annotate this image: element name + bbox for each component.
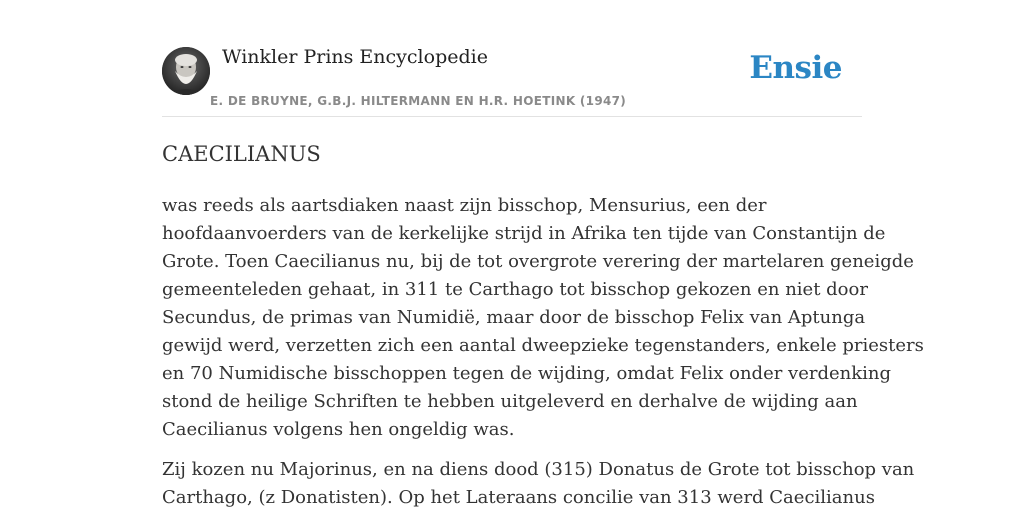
text-line: Secundus, de primas van Numidië, maar door de bisschop Felix van Aptunga [162, 307, 866, 328]
text-line: Zij kozen nu Majorinus, en na diens dood (315) Donatus de Grote tot bisschop van [162, 459, 915, 480]
text-line: hoofdaanvoerders van de kerkelijke strijd in Afrika ten tijde van Constantijn de [162, 223, 886, 244]
text-line: gewijd werd, verzetten zich een aantal dweepzieke tegenstanders, enkele priesters [162, 335, 924, 356]
site-header [162, 46, 862, 117]
text-line: Caecilianus volgens hen ongeldig was. [162, 419, 515, 440]
text-line: gemeenteleden gehaat, in 311 te Carthago tot bisschop gekozen en niet door [162, 279, 868, 300]
text-line: was reeds als aartsdiaken naast zijn bisschop, Mensurius, een der [162, 195, 767, 216]
authors-byline: E. DE BRUYNE, G.B.J. HILTERMANN EN H.R. HOETINK (1947) [210, 94, 627, 108]
portrait-icon [162, 47, 210, 95]
site-title[interactable]: Winkler Prins Encyclopedie [222, 46, 488, 68]
ensie-logo[interactable]: Ensie [749, 50, 842, 86]
text-line: stond de heilige Schriften te hebben uitgeleverd en derhalve de wijding aan [162, 391, 858, 412]
text-line: Carthago, (z Donatisten). Op het Lateraans concilie van 313 werd Caecilianus [162, 487, 875, 508]
article-paragraph [162, 192, 924, 444]
author-portrait-avatar[interactable] [162, 47, 210, 95]
text-line: Grote. Toen Caecilianus nu, bij de tot overgrote verering der martelaren geneigde [162, 251, 914, 272]
text-line: en 70 Numidische bisschoppen tegen de wijding, omdat Felix onder verdenking [162, 363, 892, 384]
article-body [162, 192, 924, 512]
article-paragraph [162, 456, 915, 512]
article-title: CAECILIANUS [162, 142, 321, 166]
